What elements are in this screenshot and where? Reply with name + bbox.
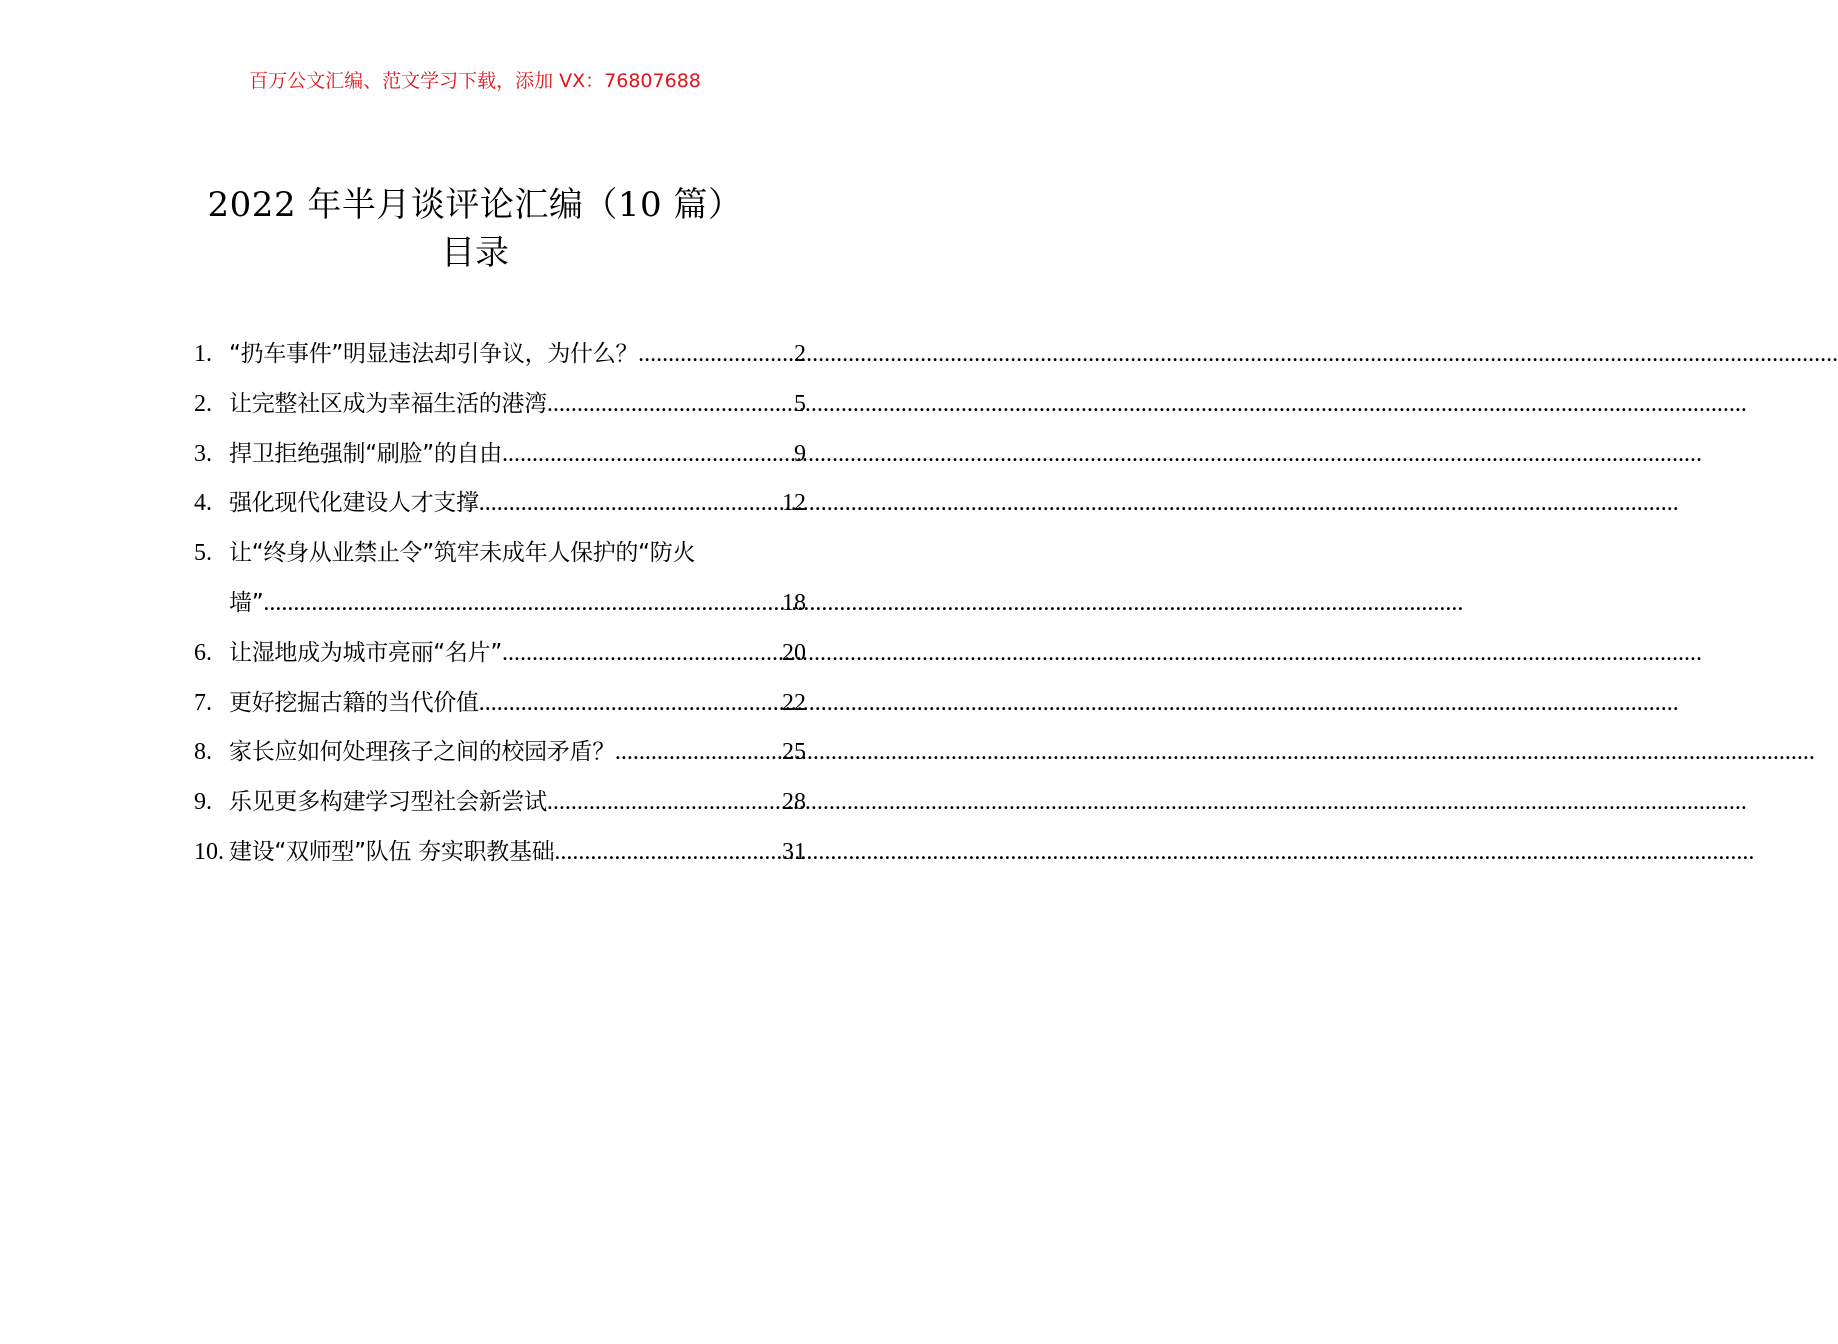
toc-entry-page: 28	[782, 789, 806, 816]
toc-entry-page: 9	[794, 440, 806, 467]
toc-leader-dots	[263, 579, 782, 629]
toc-entry-title: 让湿地成为城市亮丽“名片”	[229, 639, 502, 666]
toc-entry-title: 家长应如何处理孩子之间的校园矛盾？	[229, 739, 615, 766]
toc-entry-number: 2.	[194, 390, 212, 417]
toc-entry[interactable]	[194, 778, 806, 828]
toc-entry-title: 乐见更多构建学习型社会新尝试	[229, 789, 547, 816]
toc-leader-dots	[479, 679, 782, 729]
toc-entry-page: 31	[782, 838, 806, 865]
toc-entry-number: 7.	[194, 689, 212, 716]
toc-entry-number: 8.	[194, 739, 212, 766]
toc-entry[interactable]	[194, 679, 806, 729]
toc-entry-page: 25	[782, 739, 806, 766]
toc-entry-title: 让完整社区成为幸福生活的港湾	[229, 390, 547, 417]
toc-entry[interactable]	[194, 330, 806, 380]
toc-leader-dots	[638, 330, 794, 380]
toc-leader-dots	[479, 479, 782, 529]
toc-entry-line-2[interactable]	[194, 579, 806, 629]
toc-leader-dots	[615, 728, 782, 778]
toc-entry-page: 5	[794, 390, 806, 417]
toc-heading: 目录	[441, 233, 509, 273]
toc-entry[interactable]	[194, 629, 806, 679]
toc-entry-page: 12	[782, 490, 806, 517]
toc-entry[interactable]	[194, 479, 806, 529]
toc-entry-page: 18	[782, 589, 806, 616]
toc-entry-number: 9.	[194, 789, 212, 816]
toc-entry-title-continued: 墙”	[229, 589, 264, 616]
toc-entry-page: 22	[782, 689, 806, 716]
toc-entry-number: 1.	[194, 341, 212, 367]
toc-entry[interactable]	[194, 430, 806, 480]
toc-entry-title: “扔车事件”明显违法却引争议，为什么？	[229, 341, 639, 367]
toc-leader-dots	[554, 828, 782, 878]
toc-entry-number: 6.	[194, 639, 212, 666]
toc-entry[interactable]	[194, 728, 806, 778]
toc-entry-title: 强化现代化建设人才支撑	[229, 490, 479, 517]
toc-entry-title: 更好挖掘古籍的当代价值	[229, 689, 479, 716]
toc-leader-dots	[547, 778, 782, 828]
document-title: 2022 年半月谈评论汇编（10 篇）	[207, 185, 743, 225]
toc-entry-title: 建设“双师型”队伍 夯实职教基础	[229, 838, 555, 865]
toc-entry-page: 20	[782, 639, 806, 666]
toc-entry-number: 4.	[194, 490, 212, 517]
toc-leader-dots	[502, 629, 782, 679]
toc-entry[interactable]	[194, 828, 806, 878]
toc-entry-number: 5.	[194, 540, 212, 567]
toc-entry-title: 让“终身从业禁止令”筑牢未成年人保护的“防火	[229, 540, 696, 567]
toc-entry[interactable]	[194, 380, 806, 430]
toc-entry-page: 2	[794, 341, 806, 367]
toc-entry-title: 捍卫拒绝强制“刷脸”的自由	[229, 440, 502, 467]
toc-entry-number: 3.	[194, 440, 212, 467]
toc-leader-dots	[502, 430, 794, 480]
toc-leader-dots	[547, 380, 794, 430]
header-note: 百万公文汇编、范文学习下载，添加 VX：76807688	[249, 70, 701, 92]
table-of-contents	[194, 330, 806, 878]
toc-entry-line-1[interactable]	[194, 529, 806, 579]
toc-entry-number: 10.	[194, 838, 224, 865]
